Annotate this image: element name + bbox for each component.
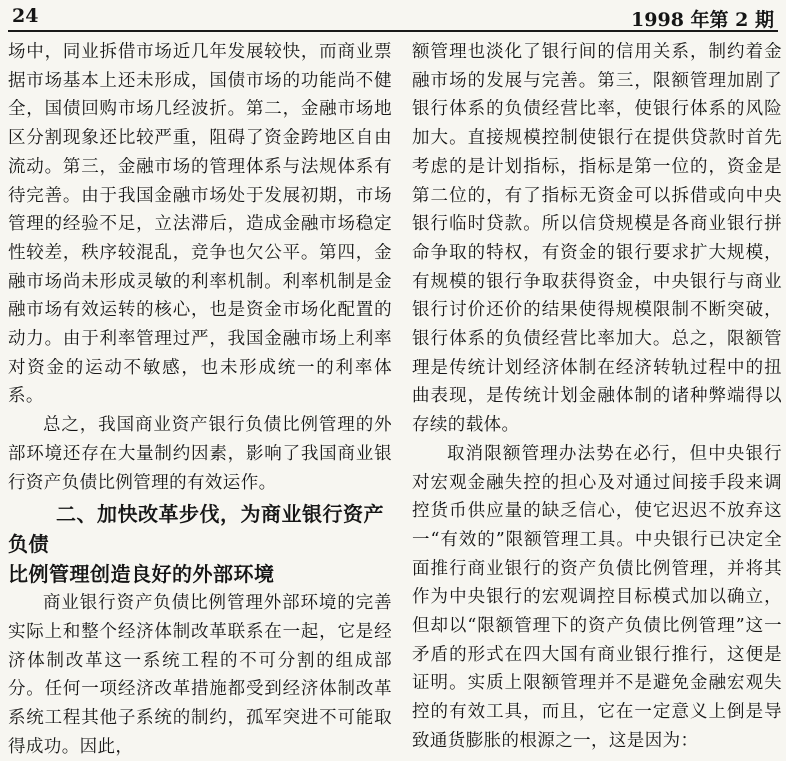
section-heading-line-1: 二、加快改革步伐，为商业银行资产负债 [8,502,384,557]
section-heading [8,499,392,589]
body-paragraph: 总之，我国商业资产银行负债比例管理的外部环境还存在大量制约因素，影响了我国商业银行资产负债比例管理的有效运作。 [8,415,392,493]
body-paragraph: 商业银行资产负债比例管理外部环境的完善实际上和整个经济体制改革联系在一起，它是经济体制改革这一系统工程的不可分割的组成部分。任何一项经济改革措施都受到经济体制改革系统工程其他子系统的制约，孤军突进不可能取得成功。因此， [8,593,392,757]
body-paragraph: 取消限额管理办法势在必行，但中央银行对宏观金融失控的担心及对通过间接手段来调控货币供应量的缺乏信心，使它迟迟不放弃这一“有效的”限额管理工具。中央银行已决定全面推行商业银行的资产负债比例管理，并将其作为中央银行的宏观调控目标模式加以确立，但却以“限额管理下的资产负债比例管理”这一矛盾的形式在四大国有商业银行推行，这便是证明。实质上限额管理并不是避免金融宏观失控的有效工具，而且，它在一定意义上倒是导致通货膨胀的根源之一，这是因为： [412,443,782,751]
page-number: 24 [12,5,39,27]
section-heading-line-2: 比例管理创造良好的外部环境 [8,562,275,587]
body-paragraph: 额管理也淡化了银行间的信用关系，制约着金融市场的发展与完善。第三，限额管理加剧了银行体系的负债经营比率，使银行体系的风险加大。直接规模控制使银行在提供贷款时首先考虑的是计划指标，指标是第一位的，资金是第二位的，有了指标无资金可以拆借或向中央银行临时贷款。所以信贷规模是各商业银行拼命争取的特权，有资金的银行要求扩大规模，有规模的银行争取获得资金，中央银行与商业银行讨价还价的结果使得规模限制不断突破，银行体系的负债经营比率加大。总之，限额管理是传统计划经济体制在经济转轨过程中的扭曲表现，是传统计划金融体制的诸种弊端得以存续的载体。 [412,42,782,436]
body-paragraph: 场中，同业拆借市场近几年发展较快，而商业票据市场基本上还未形成，国债市场的功能尚不健全，国债回购市场几经波折。第二，金融市场地区分割现象还比较严重，阻碍了资金跨地区自由流动。第三，金融市场的管理体系与法规体系有待完善。由于我国金融市场处于发展初期，市场管理的经验不足，立法滞后，造成金融市场稳定性较差，秩序较混乱，竞争也欠公平。第四，金融市场尚未形成灵敏的利率机制。利率机制是金融市场有效运转的核心，也是资金市场化配置的动力。由于利率管理过严，我国金融市场上利率对资金的运动不敏感，也未形成统一的利率体系。 [8,42,392,407]
left-column [8,38,392,757]
right-column [412,38,782,751]
page-header [8,2,778,32]
journal-issue: 1998 年第 2 期 [631,9,774,31]
